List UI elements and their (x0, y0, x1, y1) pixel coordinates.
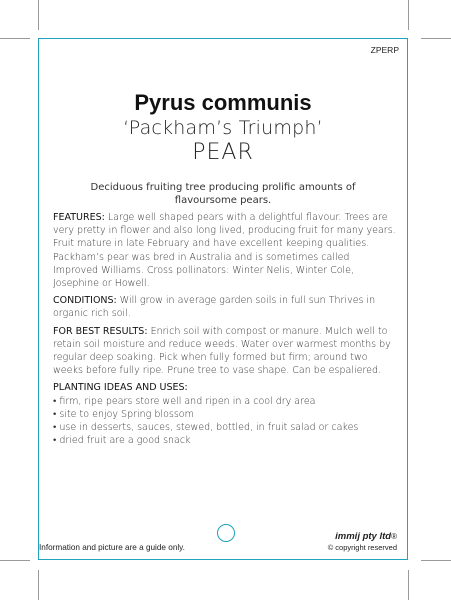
title-block (39, 90, 407, 166)
registered-mark: ® (391, 532, 397, 541)
conditions-text: Will grow in average garden soils in full sun Thrives in organic rich soil. (53, 295, 376, 320)
features-paragraph (53, 211, 397, 290)
crop-mark (38, 570, 39, 600)
crop-mark (0, 38, 30, 39)
latin-name: Pyrus communis (134, 90, 312, 115)
crop-mark (408, 570, 409, 600)
copyright-notice: © copyright reserved (327, 543, 397, 552)
crop-mark (421, 560, 451, 561)
crop-mark (0, 560, 30, 561)
conditions-paragraph (53, 294, 397, 320)
features-text: Large well shaped pears with a delightful flavour. Trees are very pretty in flower and also long lived, producing fruit for many years. Fruit mature in late February and have excellent keeping qualities. Packham’s pear was bred in Australia and is sometimes called Improved Williams. Cross pollinators: Winter Nelis, Winter Cole, Josephine or Howell. (53, 212, 396, 290)
list-item: • site to enjoy Spring blossom (53, 408, 397, 421)
list-item: • dried fruit are a good snack (53, 434, 397, 447)
crop-mark (421, 38, 451, 39)
cultivar-name: ‘Packham’s Triumph’ (123, 117, 323, 139)
features-label: FEATURES: (53, 212, 105, 223)
results-text: Enrich soil with compost or manure. Mulch well to retain soil moisture and reduce weeds. Water over warmest months by regular deep soaking. Pick when fully formed but firm; around two weeks before fully ripe. Prune tree to vase shape. Can be espaliered. (53, 325, 391, 377)
hang-hole-icon (217, 524, 235, 542)
ideas-heading: PLANTING IDEAS AND USES: (53, 382, 188, 394)
ideas-list (53, 395, 397, 448)
product-code: ZPERP (370, 45, 399, 55)
crop-mark (408, 0, 409, 30)
plant-label-card (38, 38, 408, 560)
brand-name-text: immij pty ltd (335, 531, 392, 542)
description-body (53, 211, 397, 447)
results-paragraph (53, 325, 397, 378)
common-name: PEAR (192, 140, 254, 165)
brand-block (328, 531, 397, 552)
results-label: FOR BEST RESULTS: (53, 325, 148, 337)
brand-name (328, 531, 397, 542)
list-item: • use in desserts, sauces, stewed, bottled, in fruit salad or cakes (53, 421, 397, 434)
list-item: • firm, ripe pears store well and ripen in a cool dry area (53, 395, 397, 408)
conditions-label: CONDITIONS: (53, 295, 117, 307)
disclaimer: Information and picture are a guide only. (39, 543, 185, 552)
intro-text: Deciduous fruiting tree producing prolific amounts of flavoursome pears. (90, 182, 356, 206)
crop-mark (38, 0, 39, 30)
